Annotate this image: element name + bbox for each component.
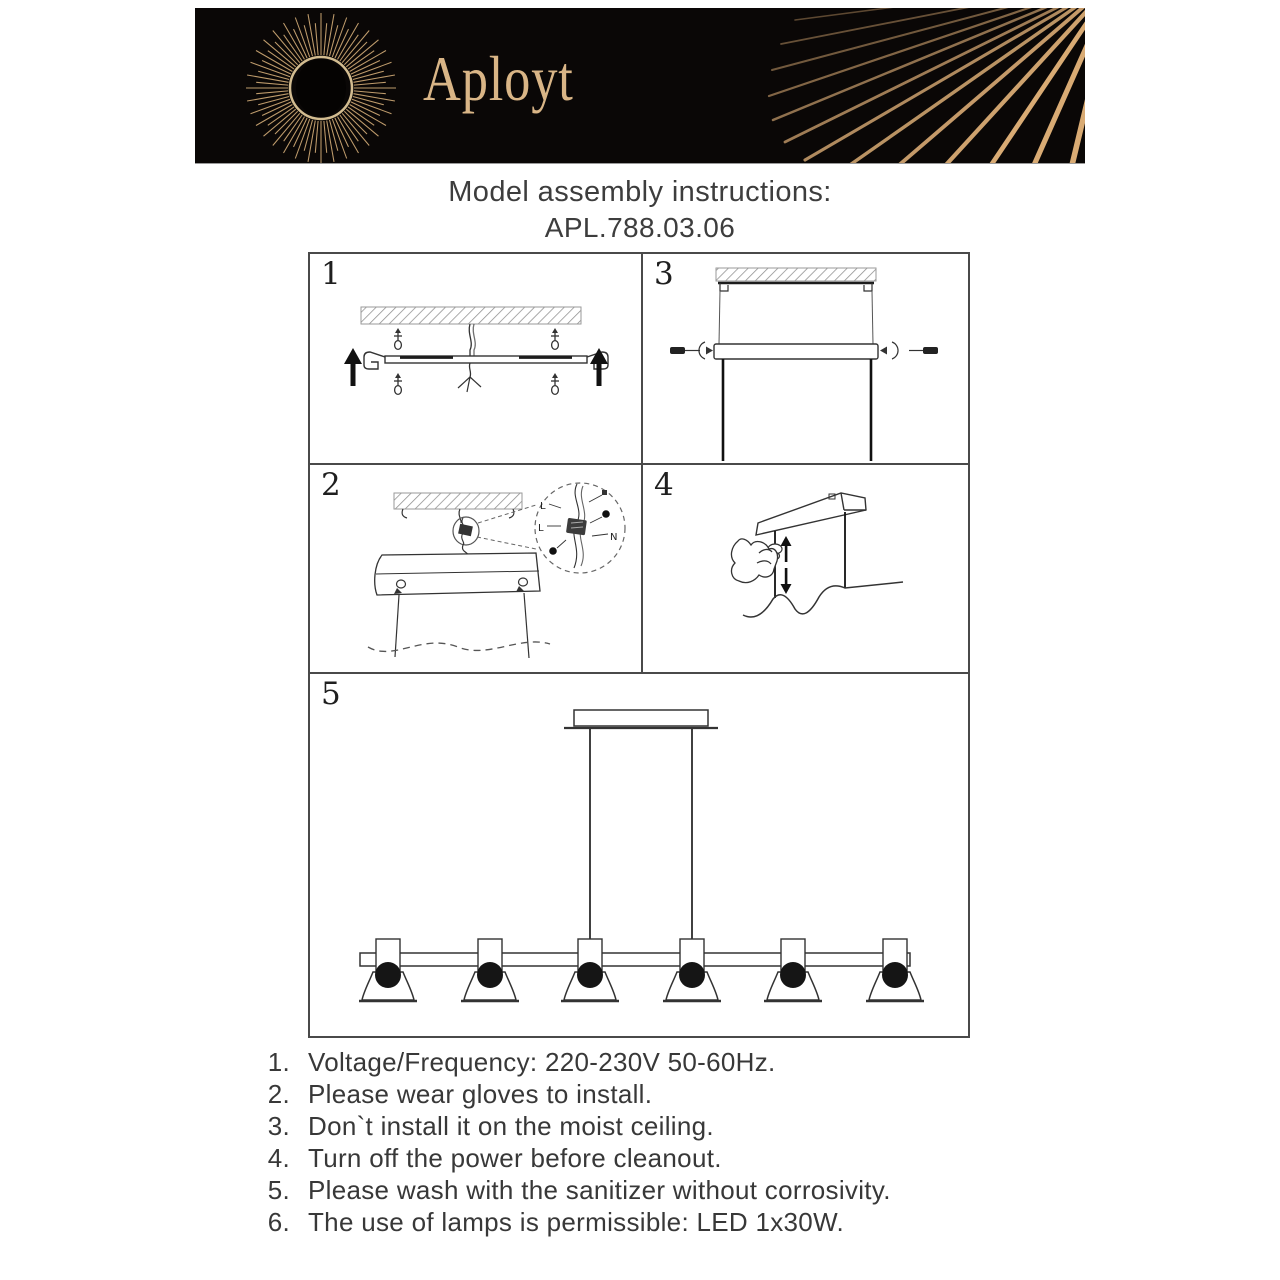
step-5-number: 5 bbox=[321, 676, 341, 712]
step-2-panel bbox=[310, 465, 641, 672]
assembly-steps-grid bbox=[308, 252, 970, 1038]
neutral-wire-label: N bbox=[610, 532, 618, 543]
instruction-item bbox=[256, 1206, 1016, 1238]
step-2-number: 2 bbox=[321, 467, 341, 503]
instruction-item bbox=[256, 1174, 1016, 1206]
step-5-diagram bbox=[310, 674, 968, 1036]
step-3-panel bbox=[643, 254, 968, 463]
adjust-up-down-arrows bbox=[781, 536, 792, 594]
push-up-arrows bbox=[344, 348, 608, 386]
instruction-number: 4. bbox=[267, 1143, 290, 1173]
instruction-number: 2. bbox=[267, 1079, 290, 1109]
brand-banner bbox=[195, 8, 1085, 164]
live-wire-label-2: L bbox=[538, 523, 544, 534]
instruction-text: Voltage/Frequency: 220-230V 50-60Hz. bbox=[308, 1047, 776, 1077]
left-side-screw bbox=[670, 342, 713, 359]
step-4-number: 4 bbox=[654, 467, 674, 503]
step-4-panel bbox=[643, 465, 968, 672]
step-1-number: 1 bbox=[321, 256, 341, 292]
banner-corner-rays-decoration bbox=[745, 8, 1085, 163]
step-4-diagram bbox=[643, 465, 968, 672]
instruction-number: 3. bbox=[267, 1111, 290, 1141]
title-block bbox=[0, 176, 1280, 244]
instruction-number: 6. bbox=[267, 1207, 290, 1237]
model-number: APL.788.03.06 bbox=[544, 212, 736, 243]
instruction-text: Please wear gloves to install. bbox=[308, 1079, 653, 1109]
step-5-panel bbox=[310, 674, 968, 1036]
aployt-sunburst-logo bbox=[243, 12, 403, 164]
instruction-item bbox=[256, 1046, 1016, 1078]
step-3-diagram bbox=[643, 254, 968, 463]
instruction-list bbox=[256, 1046, 1016, 1238]
step-1-panel bbox=[310, 254, 641, 463]
instruction-text: The use of lamps is permissible: LED 1x30W. bbox=[308, 1207, 844, 1237]
instruction-text: Don`t install it on the moist ceiling. bbox=[308, 1111, 714, 1141]
step-2-diagram bbox=[310, 465, 641, 672]
instruction-text: Turn off the power before cleanout. bbox=[308, 1143, 722, 1173]
step-3-number: 3 bbox=[654, 256, 674, 292]
instruction-number: 5. bbox=[267, 1175, 290, 1205]
instruction-number: 1. bbox=[267, 1047, 290, 1077]
instruction-item bbox=[256, 1078, 1016, 1110]
page-title: Model assembly instructions: bbox=[448, 176, 832, 208]
step-1-diagram bbox=[310, 254, 641, 463]
instruction-text: Please wash with the sanitizer without corrosivity. bbox=[308, 1175, 891, 1205]
brand-name: Aployt bbox=[423, 43, 574, 114]
live-wire-label: L bbox=[540, 501, 546, 512]
right-side-screw bbox=[880, 342, 938, 359]
wiring-detail-circle bbox=[535, 483, 625, 573]
instruction-item bbox=[256, 1142, 1016, 1174]
instruction-item bbox=[256, 1110, 1016, 1142]
